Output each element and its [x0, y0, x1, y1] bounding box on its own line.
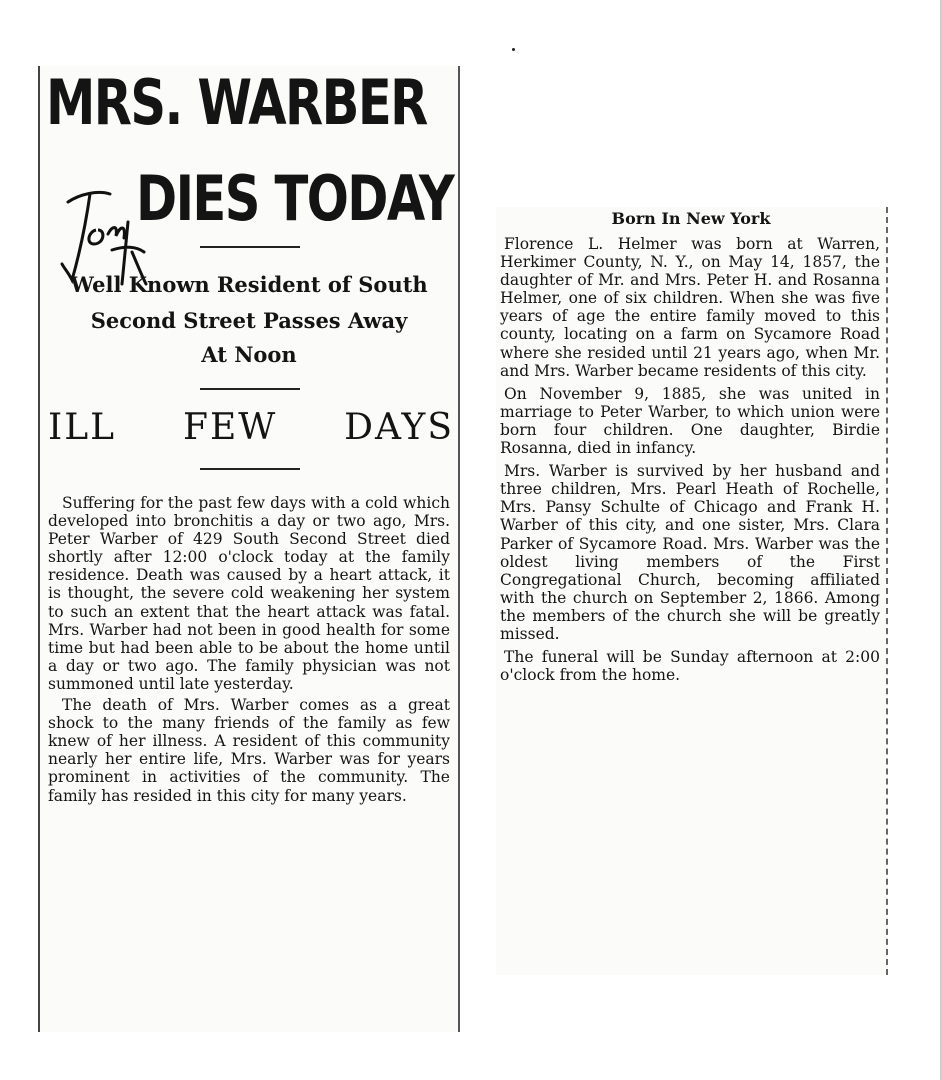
- deck-line-2: Second Street Passes Away: [90, 308, 408, 333]
- article-paragraph: The death of Mrs. Warber comes as a great shock to the many friends of the family as few knew of her illness. A resident of this community nearly her entire life, Mrs. Warber was for years prominent in activities of the community. The family has resided in this city for many years.: [48, 696, 450, 805]
- subheadline: [48, 408, 454, 448]
- section-subhead: Born In New York: [611, 209, 771, 228]
- headline-line-1: MRS. WARBER: [46, 66, 427, 139]
- divider-rule: [200, 388, 300, 390]
- article-body-left: [48, 494, 450, 805]
- article-paragraph: On November 9, 1885, she was united in marriage to Peter Warber, to which union were born four children. One daughter, Birdie Rosanna, died in infancy.: [500, 384, 880, 458]
- obituary-clipping-left: [38, 66, 460, 1032]
- article-body-right: [500, 235, 880, 684]
- obituary-clipping-right: [496, 207, 888, 975]
- subheadline-word: DAYS: [344, 407, 454, 448]
- divider-rule: [200, 468, 300, 470]
- headline-line-2: DIES TODAY: [136, 162, 454, 235]
- article-paragraph: Florence L. Helmer was born at Warren, Herkimer County, N. Y., on May 14, 1857, the daughter of Mr. and Mrs. Peter H. and Rosanna Helmer, one of six children. When she was five years of age the entire family moved to this county, locating on a farm on Sycamore Road where she resided until 21 years ago, when Mr. and Mrs. Warber became residents of this city.: [500, 235, 880, 380]
- deck-line-3: At Noon: [201, 342, 297, 367]
- article-paragraph: Mrs. Warber is survived by her husband and three children, Mrs. Pearl Heath of Rochelle, Mrs. Pansy Schulte of Chicago and Frank H. Warber of this city, and one sister, Mrs. Clara Parker of Sycamore Road. Mrs. Warber was the oldest living members of the First Congregational Church, becoming affiliated with the church on September 2, 1866. Among the members of the church she will be greatly missed.: [500, 462, 880, 643]
- article-paragraph: Suffering for the past few days with a cold which developed into bronchitis a day or two ago, Mrs. Peter Warber of 429 South Second Street died shortly after 12:00 o'clock today at the family residence. Death was caused by a heart attack, it is thought, the severe cold weakening her system to such an extent that the heart attack was fatal. Mrs. Warber had not been in good health for some time but had been able to be about the home until a day or two ago. The family physician was not summoned until late yesterday.: [48, 494, 450, 693]
- deck-line-1: Well Known Resident of South: [70, 272, 428, 297]
- subheadline-word: ILL: [48, 407, 117, 448]
- divider-rule: [200, 246, 300, 248]
- speck: [512, 48, 515, 51]
- article-paragraph: The funeral will be Sunday afternoon at 2:00 o'clock from the home.: [500, 648, 880, 685]
- subheadline-word: FEW: [182, 407, 278, 448]
